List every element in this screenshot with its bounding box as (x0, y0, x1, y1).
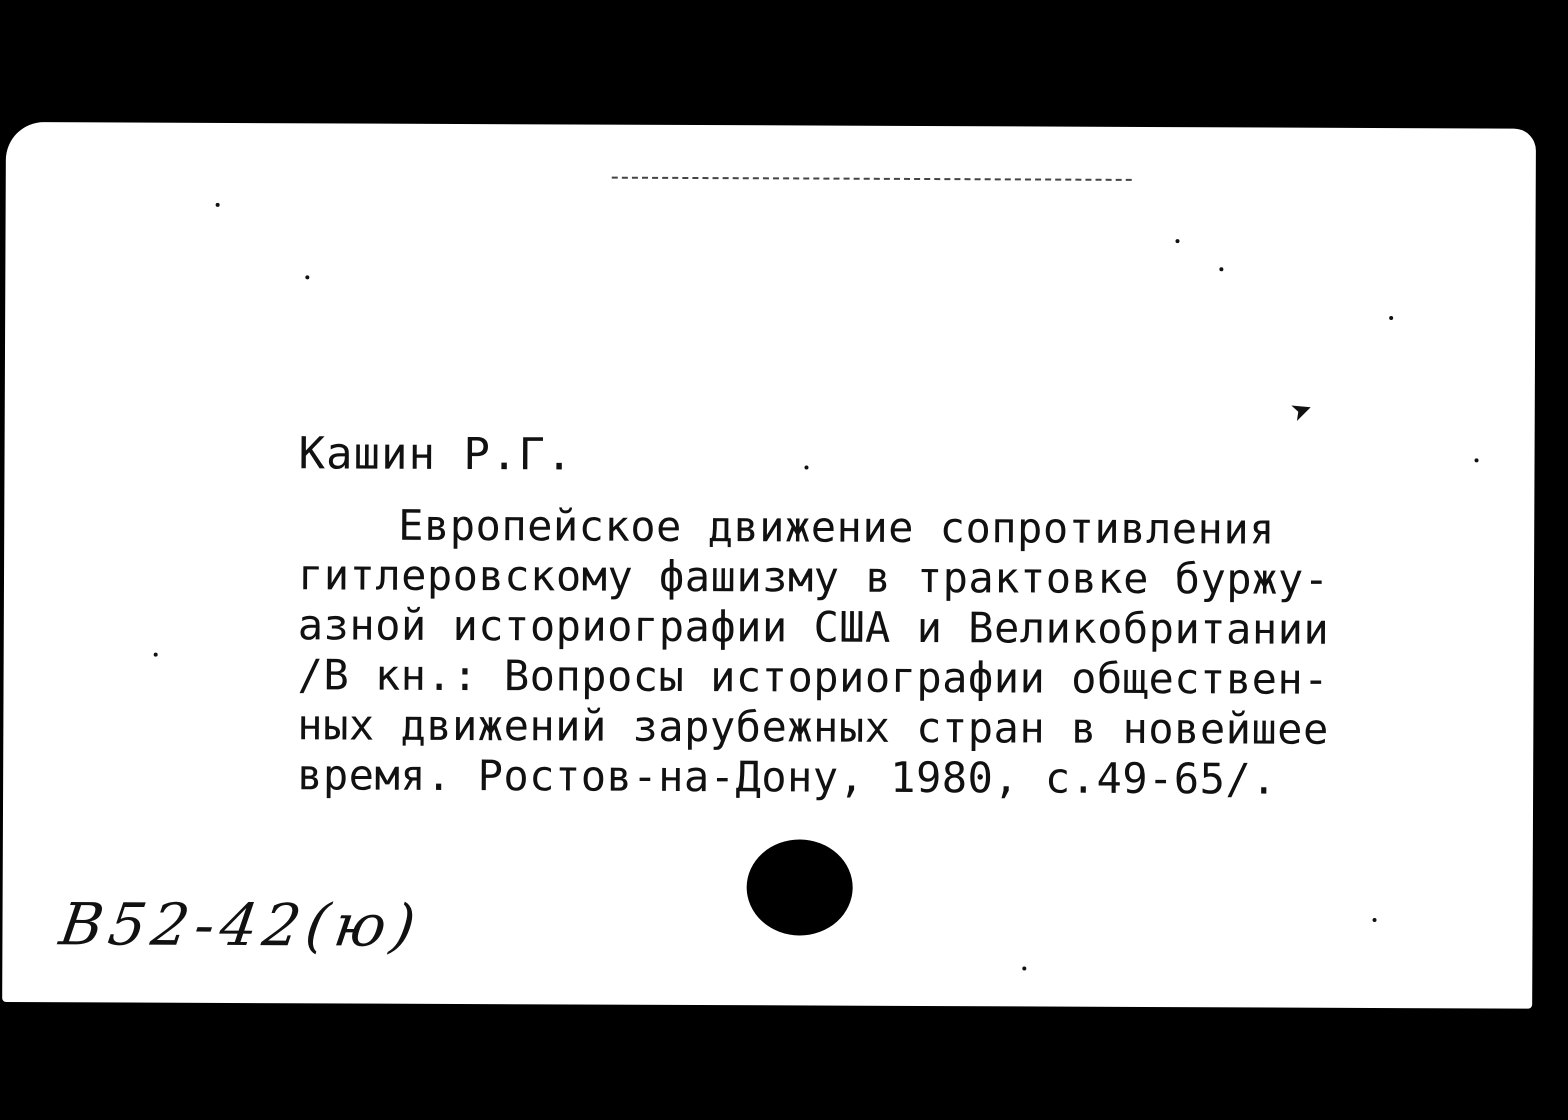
punch-hole (746, 839, 852, 935)
ink-speck (1373, 918, 1377, 922)
ink-speck (216, 203, 220, 207)
pencil-arrow-mark-icon: ➤ (1286, 392, 1317, 429)
ink-speck (305, 275, 309, 279)
title-line-2: гитлеровскому фашизму в трактовке буржу- (297, 550, 1330, 604)
ink-speck (1022, 966, 1026, 970)
ink-speck (1175, 239, 1179, 243)
top-divider-line (612, 177, 1132, 181)
source-line-2: ных движений зарубежных стран в новейшее (297, 700, 1329, 754)
imprint-line: время. Ростов-на-Дону, 1980, с.49-65/. (297, 750, 1278, 804)
ink-speck (1475, 458, 1479, 462)
ink-speck (804, 465, 808, 469)
catalog-card (2, 122, 1536, 1009)
ink-speck (1389, 316, 1393, 320)
handwritten-shelfmark: В52-42(ю) (55, 890, 426, 960)
ink-speck (1219, 267, 1223, 271)
ink-speck (154, 653, 158, 657)
title-line-1: Европейское движение сопротивления (398, 500, 1276, 554)
author-heading: Кашин Р.Г. (298, 428, 574, 481)
source-line-1: /В кн.: Вопросы историографии обществен- (297, 650, 1330, 704)
title-line-3: азной историографии США и Великобритании (297, 600, 1330, 654)
